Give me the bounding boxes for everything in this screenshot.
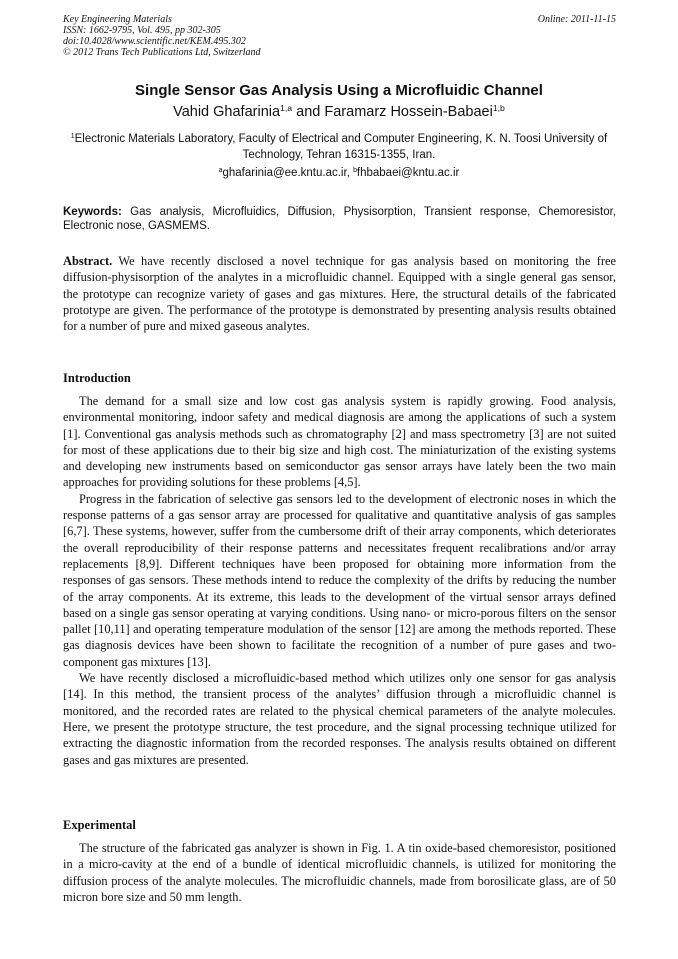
affiliation xyxy=(70,131,608,163)
section-heading-experimental: Experimental xyxy=(63,818,136,832)
email-mark-a: a xyxy=(218,167,223,175)
issn-line: ISSN: 1662-9795, Vol. 495, pp 302-305 xyxy=(63,25,221,36)
affiliation-text: Electronic Materials Laboratory, Faculty of Electrical and Computer Engineering, K. N. Toosi University of Technology, Tehran 16315-1355, Iran. xyxy=(74,133,608,161)
email-a: ghafarinia@ee.kntu.ac.ir, xyxy=(222,167,354,179)
author-1: Vahid Ghafarinia xyxy=(173,104,281,120)
author-2: Faramarz Hossein-Babaei xyxy=(324,104,493,120)
email-mark-b: b xyxy=(353,167,357,175)
section-heading-introduction: Introduction xyxy=(63,371,131,385)
keywords-text: Gas analysis, Microfluidics, Diffusion, Physisorption, Transient response, Chemoresistor, Electronic nose, GASMEMS. xyxy=(63,206,616,232)
author-1-affil-mark: 1,a xyxy=(280,103,293,114)
author-line xyxy=(40,104,638,120)
experimental-paragraph: The structure of the fabricated gas analyzer is shown in Fig. 1. A tin oxide-based chemoresistor, positioned in a micro-cavity at the end of a bundle of identical microfluidic channels, is utilized for monitoring the diffusion process of the analyte molecules. The microfluidic channels, made from borosilicate glass, are of 50 micron bore size and 50 mm length. xyxy=(63,841,616,904)
publication-header xyxy=(63,14,616,58)
keywords xyxy=(63,205,616,233)
email-b: fhbabaei@kntu.ac.ir xyxy=(356,167,460,179)
intro-paragraph: Progress in the fabrication of selective gas sensors led to the development of electronic noses in which the response patterns of a gas sensor array are processed for qualitative and quantitative analysis of gas samples [6,7]. These systems, however, suffer from the cumbersome drift of their array components, which deteriorates the overall reproducibility of their response patterns and necessitates frequent recalibrations and/or array replacements [8,9]. Different techniques have been proposed for obtaining more information from the responses of gas sensors. These methods intend to reduce the complexity of the drifts by reducing the number of the array components. At its extreme, this leads to the development of the virtual sensor arrays defined based on a single gas sensor operating at varying conditions. Using nano- or micro-porous filters on the sensor pallet [10,11] and operating temperature modulation of the sensor [12] are among the methods reported. These gas diagnosis devices have been shown to facilitate the recognition of a number of pure gases and two-component gas mixtures [13]. xyxy=(63,491,616,669)
intro-paragraph: The demand for a small size and low cost gas analysis system is rapidly growing. Food analysis, environmental monitoring, indoor safety and medical diagnosis are among the applications of such a system [1]. Conventional gas analysis methods such as chromatography [2] and mass spectrometry [3] are not suited for most of these applications due to their big size and high cost. The miniaturization of the existing systems and developing new instruments based on semiconductor gas sensor arrays have lately been the two main approaches for providing solutions for these problems [4,5]. xyxy=(63,394,616,490)
paper-title: Single Sensor Gas Analysis Using a Microfluidic Channel xyxy=(135,82,543,99)
author-emails xyxy=(70,167,608,179)
author-connector: and xyxy=(292,104,325,120)
abstract-text: We have recently disclosed a novel technique for gas analysis based on monitoring the free diffusion-physisorption of the analytes in a microfluidic channel. Equipped with a single general gas sensor, the prototype can recognize variety of gases and gas mixtures. Here, the structural details of the fabricated prototype are given. The performance of the prototype is demonstrated by presenting analysis results obtained for a number of pure and mixed gaseous analytes. xyxy=(63,254,616,334)
introduction-body xyxy=(63,393,616,768)
keywords-label: Keywords: xyxy=(63,206,122,218)
copyright-line: © 2012 Trans Tech Publications Ltd, Switzerland xyxy=(63,47,261,58)
abstract-label: Abstract. xyxy=(63,254,113,268)
experimental-body xyxy=(63,840,616,905)
abstract xyxy=(63,253,616,334)
affiliation-mark: 1 xyxy=(70,133,75,141)
journal-name: Key Engineering Materials xyxy=(63,14,172,25)
author-2-affil-mark: 1,b xyxy=(492,103,505,114)
online-date: Online: 2011-11-15 xyxy=(537,14,616,25)
intro-paragraph: We have recently disclosed a microfluidic-based method which utilizes only one sensor for gas analysis [14]. In this method, the transient process of the analytes’ diffusion through a microfluidic channel is monitored, and the recorded rates are related to the physical chemical parameters of the analyte molecules. Here, we present the prototype structure, the test procedure, and the signal processing technique utilized for extracting the diagnostic information from the recorded responses. The analysis results obtained on different gases and gas mixtures are presented. xyxy=(63,671,616,767)
doi-line: doi:10.4028/www.scientific.net/KEM.495.302 xyxy=(63,36,246,47)
